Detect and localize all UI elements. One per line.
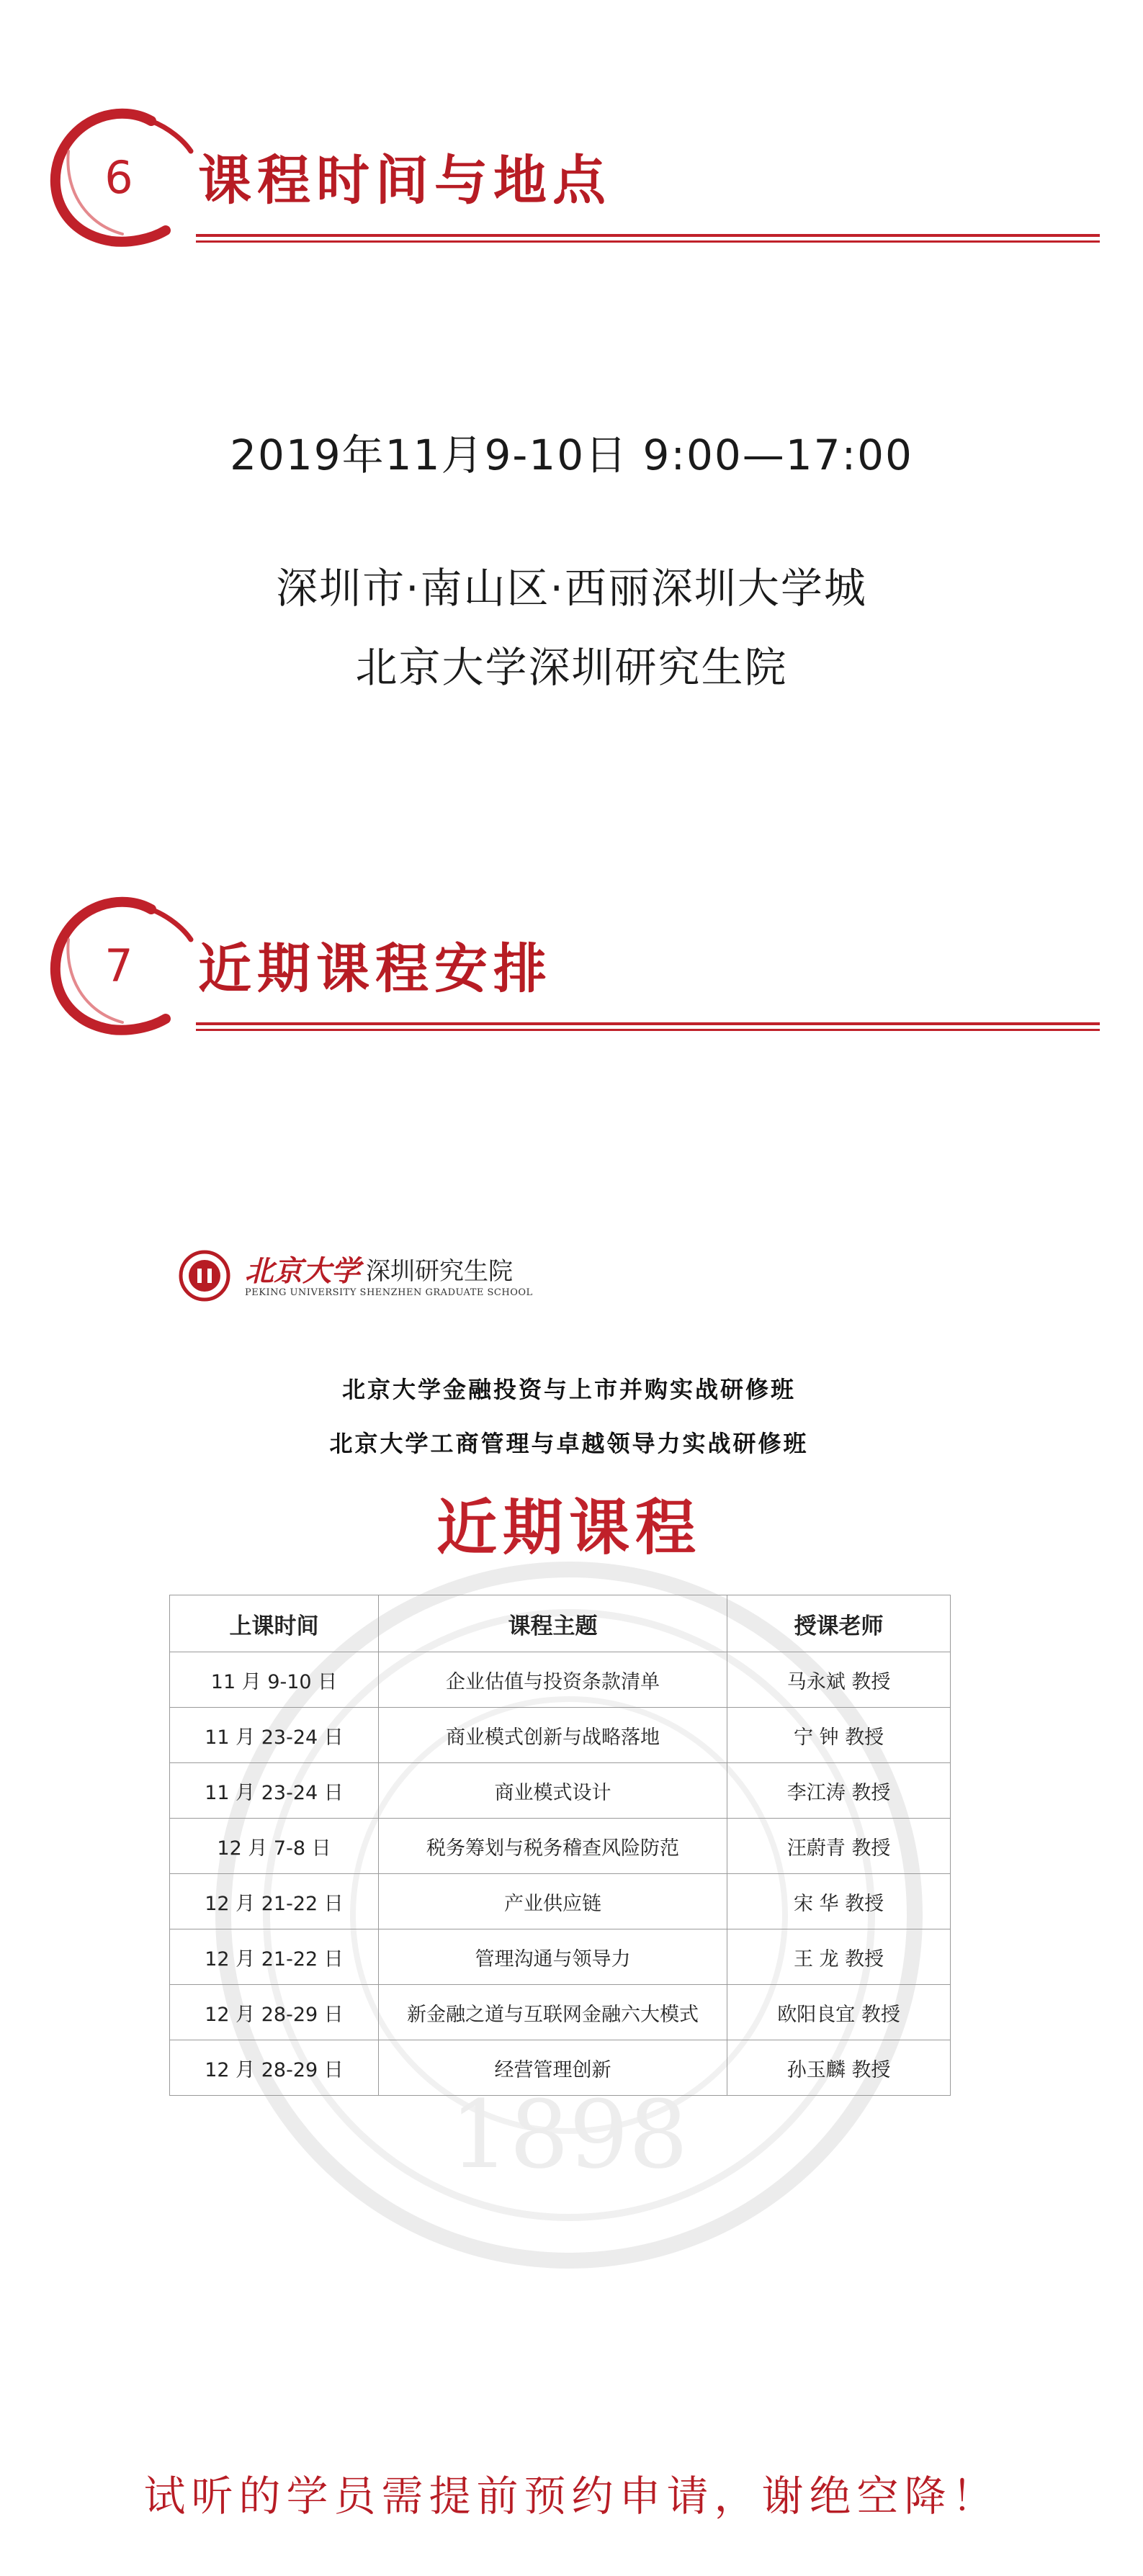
table-row <box>170 1929 951 1985</box>
cell-topic: 商业模式设计 <box>378 1763 727 1819</box>
header-teacher: 授课老师 <box>727 1595 951 1652</box>
table-row <box>170 1819 951 1874</box>
cell-teacher: 宁 钟 教授 <box>727 1708 951 1763</box>
recent-courses-title: 近期课程 <box>436 1492 702 1563</box>
logo-english-name: PEKING UNIVERSITY SHENZHEN GRADUATE SCHOOL <box>245 1287 533 1298</box>
section-title: 近期课程安排 <box>198 938 552 1000</box>
cell-topic: 管理沟通与领导力 <box>378 1929 727 1985</box>
cell-teacher: 汪蔚青 教授 <box>727 1819 951 1874</box>
cell-teacher: 王 龙 教授 <box>727 1929 951 1985</box>
table-row <box>170 1874 951 1929</box>
cell-teacher: 李江涛 教授 <box>727 1763 951 1819</box>
cell-time: 12 月 28-29 日 <box>170 1985 379 2040</box>
cell-topic: 商业模式创新与战略落地 <box>378 1708 727 1763</box>
logo-school-name: 深圳研究生院 <box>366 1257 513 1286</box>
cell-topic: 产业供应链 <box>378 1874 727 1929</box>
program-name-1: 北京大学金融投资与上市并购实战研修班 <box>341 1376 796 1403</box>
section-number: 6 <box>104 151 133 204</box>
double-divider <box>196 1022 1100 1031</box>
cell-time: 11 月 23-24 日 <box>170 1708 379 1763</box>
header-time: 上课时间 <box>170 1595 379 1652</box>
cell-time: 12 月 7-8 日 <box>170 1819 379 1874</box>
table-row <box>170 2040 951 2096</box>
course-schedule-table <box>169 1595 951 2096</box>
section-number: 7 <box>104 940 133 992</box>
cell-topic: 企业估值与投资条款清单 <box>378 1652 727 1708</box>
cell-time: 12 月 21-22 日 <box>170 1874 379 1929</box>
section-header-time-place <box>0 101 1143 252</box>
course-time: 2019年11月9-10日 9:00—17:00 <box>230 431 913 479</box>
cell-teacher: 马永斌 教授 <box>727 1652 951 1708</box>
table-row <box>170 1652 951 1708</box>
table-row <box>170 1763 951 1819</box>
cell-teacher: 孙玉麟 教授 <box>727 2040 951 2096</box>
cell-topic: 税务筹划与税务稽查风险防范 <box>378 1819 727 1874</box>
section-title: 课程时间与地点 <box>198 150 611 212</box>
watermark-year: 1898 <box>449 2080 689 2189</box>
cell-topic: 经营管理创新 <box>378 2040 727 2096</box>
cell-teacher: 欧阳良宜 教授 <box>727 1985 951 2040</box>
cell-time: 11 月 9-10 日 <box>170 1652 379 1708</box>
cell-time: 12 月 21-22 日 <box>170 1929 379 1985</box>
program-name-2: 北京大学工商管理与卓越领导力实战研修班 <box>329 1430 809 1457</box>
header-topic: 课程主题 <box>378 1595 727 1652</box>
cell-time: 11 月 23-24 日 <box>170 1763 379 1819</box>
table-row <box>170 1985 951 2040</box>
cell-topic: 新金融之道与互联网金融六大模式 <box>378 1985 727 2040</box>
cell-teacher: 宋 华 教授 <box>727 1874 951 1929</box>
logo-chinese-name: 北京大学 <box>245 1254 360 1288</box>
section-header-schedule <box>0 889 1143 1040</box>
course-location-line2: 北京大学深圳研究生院 <box>355 643 788 692</box>
trial-notice: 试听的学员需提前预约申请，谢绝空降！ <box>143 2472 1000 2521</box>
cell-time: 12 月 28-29 日 <box>170 2040 379 2096</box>
double-divider <box>196 234 1100 243</box>
course-location-line1: 深圳市·南山区·西丽深圳大学城 <box>276 564 867 613</box>
table-row <box>170 1708 951 1763</box>
course-poster <box>115 1217 1023 2369</box>
table-header-row <box>170 1595 951 1652</box>
pku-seal-icon <box>179 1250 230 1302</box>
